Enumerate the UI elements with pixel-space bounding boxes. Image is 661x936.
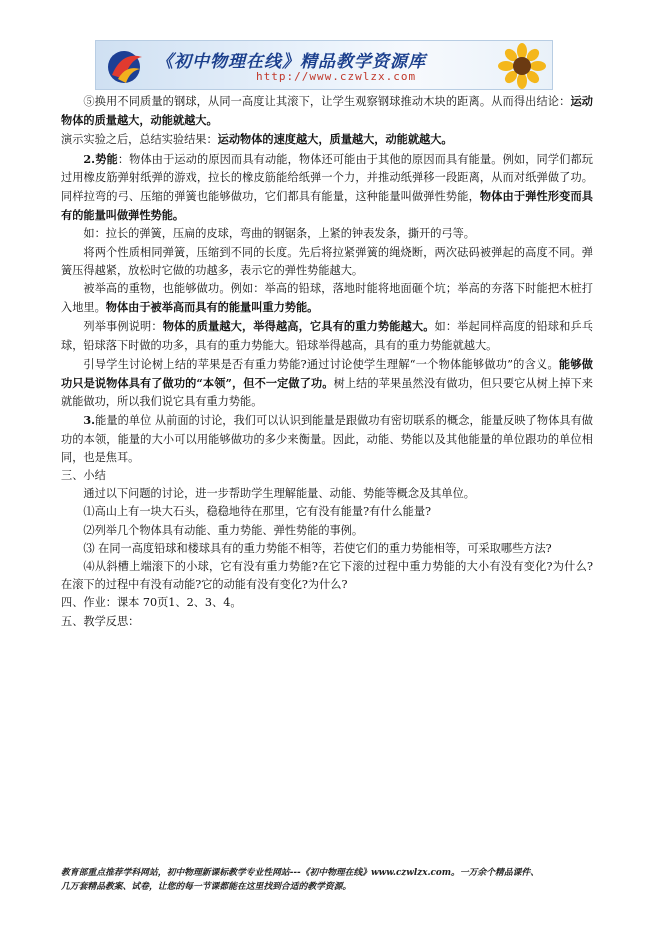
heading-summary: 三、小结: [61, 469, 106, 483]
footer-line-1: 教育部重点推荐学科网站，初中物理新课标教学专业性网站---《初中物理在线》www.czwlzx.com。一万余个精品课件、: [61, 868, 540, 878]
paragraph-mass-experiment: ⑤换用不同质量的钢球，从同一高度让其滚下，让学生观察钢球推动木块的距离。从而得出结论：运动物体的质量越大，动能就越大。: [61, 94, 593, 128]
paragraph-spring-experiment: 将两个性质相同弹簧，压缩到不同的长度。先后将拉紧弹簧的绳烧断，两次砝码被弹起的高度不同。弹簧压得越紧，放松时它做的功越多，表示它的弹性势能越大。: [61, 245, 593, 277]
heading-homework: 四、作业：课本 70页1、2、3、4。: [61, 596, 242, 610]
section-title-potential: 势能: [95, 151, 118, 166]
paragraph-examples: 如：拉长的弹簧，压扁的皮球，弯曲的钢锯条，上紧的钟表发条，撕开的弓等。: [83, 227, 475, 241]
paragraph-demo-summary: 演示实验之后，总结实验结果：运动物体的速度越大，质量越大，动能就越大。: [61, 132, 453, 147]
emphasis-work-ability: 能够做功只是说物体具有了做功的“本领”，但不一定做了功。: [61, 356, 593, 391]
page-footer: [61, 866, 601, 894]
question-4: ⑷从斜槽上端滚下的小球，它有没有重力势能?在它下滚的过程中重力势能的大小有没有变化?为什么?在滚下的过程中有没有动能?它的动能有没有变化?为什么?: [61, 560, 593, 592]
paragraph-gravity: 被举高的重物，也能够做功。例如：举高的铅球，落地时能将地面砸个坑；举高的夯落下时能把木桩打入地里。物体由于被举高而具有的能量叫重力势能。: [61, 282, 593, 315]
question-1: ⑴高山上有一块大石头，稳稳地待在那里，它有没有能量?有什么能量?: [83, 505, 432, 519]
definition-gravity: 物体由于被举高而具有的能量叫重力势能。: [105, 300, 319, 315]
conclusion-mass: 运动物体的质量越大，动能就越大。: [61, 94, 593, 128]
site-logo-icon: [104, 45, 148, 87]
paragraph-apple: 引导学生讨论树上结的苹果是否有重力势能?通过讨论使学生理解“一个物体能够做功”的含义。能够做功只是说物体具有了做功的“本领”，但不一定做了功。树上结的苹果虽然没有做功，但只要它从树上掉下来就能做功，所以我们说它具有重力势能。: [61, 356, 593, 409]
lesson-content: [61, 92, 593, 631]
summary-intro: 通过以下问题的讨论，进一步帮助学生理解能量、动能、势能等概念及其单位。: [83, 487, 475, 501]
banner-title: 《初中物理在线》精品教学资源库: [156, 52, 426, 72]
question-2: ⑵列举几个物体具有动能、重力势能、弹性势能的事例。: [83, 523, 364, 537]
header-banner: [95, 40, 553, 90]
banner-url[interactable]: http://www.czwlzx.com: [256, 70, 417, 83]
paragraph-gravity-examples: 列举事例说明：物体的质量越大，举得越高，它具有的重力势能越大。如：举起同样高度的铅球和乒乓球，铅球落下时做的功多，具有的重力势能大。铅球举得越高，具有的重力势能就越大。: [61, 319, 593, 352]
definition-elastic: 物体由于弹性形变而具有的能量叫做弹性势能。: [61, 189, 593, 223]
conclusion-kinetic: 运动物体的速度越大，质量越大，动能就越大。: [217, 132, 453, 147]
question-3: ⑶ 在同一高度铅球和楼球具有的重力势能不相等，若使它们的重力势能相等，可采取哪些方法?: [83, 541, 552, 555]
conclusion-gravity: 物体的质量越大，举得越高，它具有的重力势能越大。: [162, 319, 435, 334]
heading-reflection: 五、教学反思：: [61, 614, 140, 628]
paragraph-potential-energy: 2.势能：物体由于运动的原因而具有动能，物体还可能由于其他的原因而具有能量。例如，同学们都玩过用橡皮筋弹射纸弹的游戏，拉长的橡皮筋能给纸弹一个力，并推动纸弹移一段距离，从而对纸弹做了功。同样拉弯的弓、压缩的弹簧也能够做功，它们都具有能量，这种能量叫做弹性势能，物体由于弹性形变而具有的能量叫做弹性势能。: [61, 151, 593, 223]
footer-line-2: 几万套精品教案、试卷，让您的每一节课都能在这里找到合适的教学资源。: [61, 882, 352, 892]
sunflower-icon: [496, 43, 548, 89]
paragraph-energy-unit: 3.能量的单位 从前面的讨论，我们可以认识到能量是跟做功有密切联系的概念，能量反映了物体具有做功的本领，能量的大小可以用能够做功的多少来衡量。因此，动能、势能以及其他能量的单位跟功的单位相同，也是焦耳。: [61, 413, 593, 464]
